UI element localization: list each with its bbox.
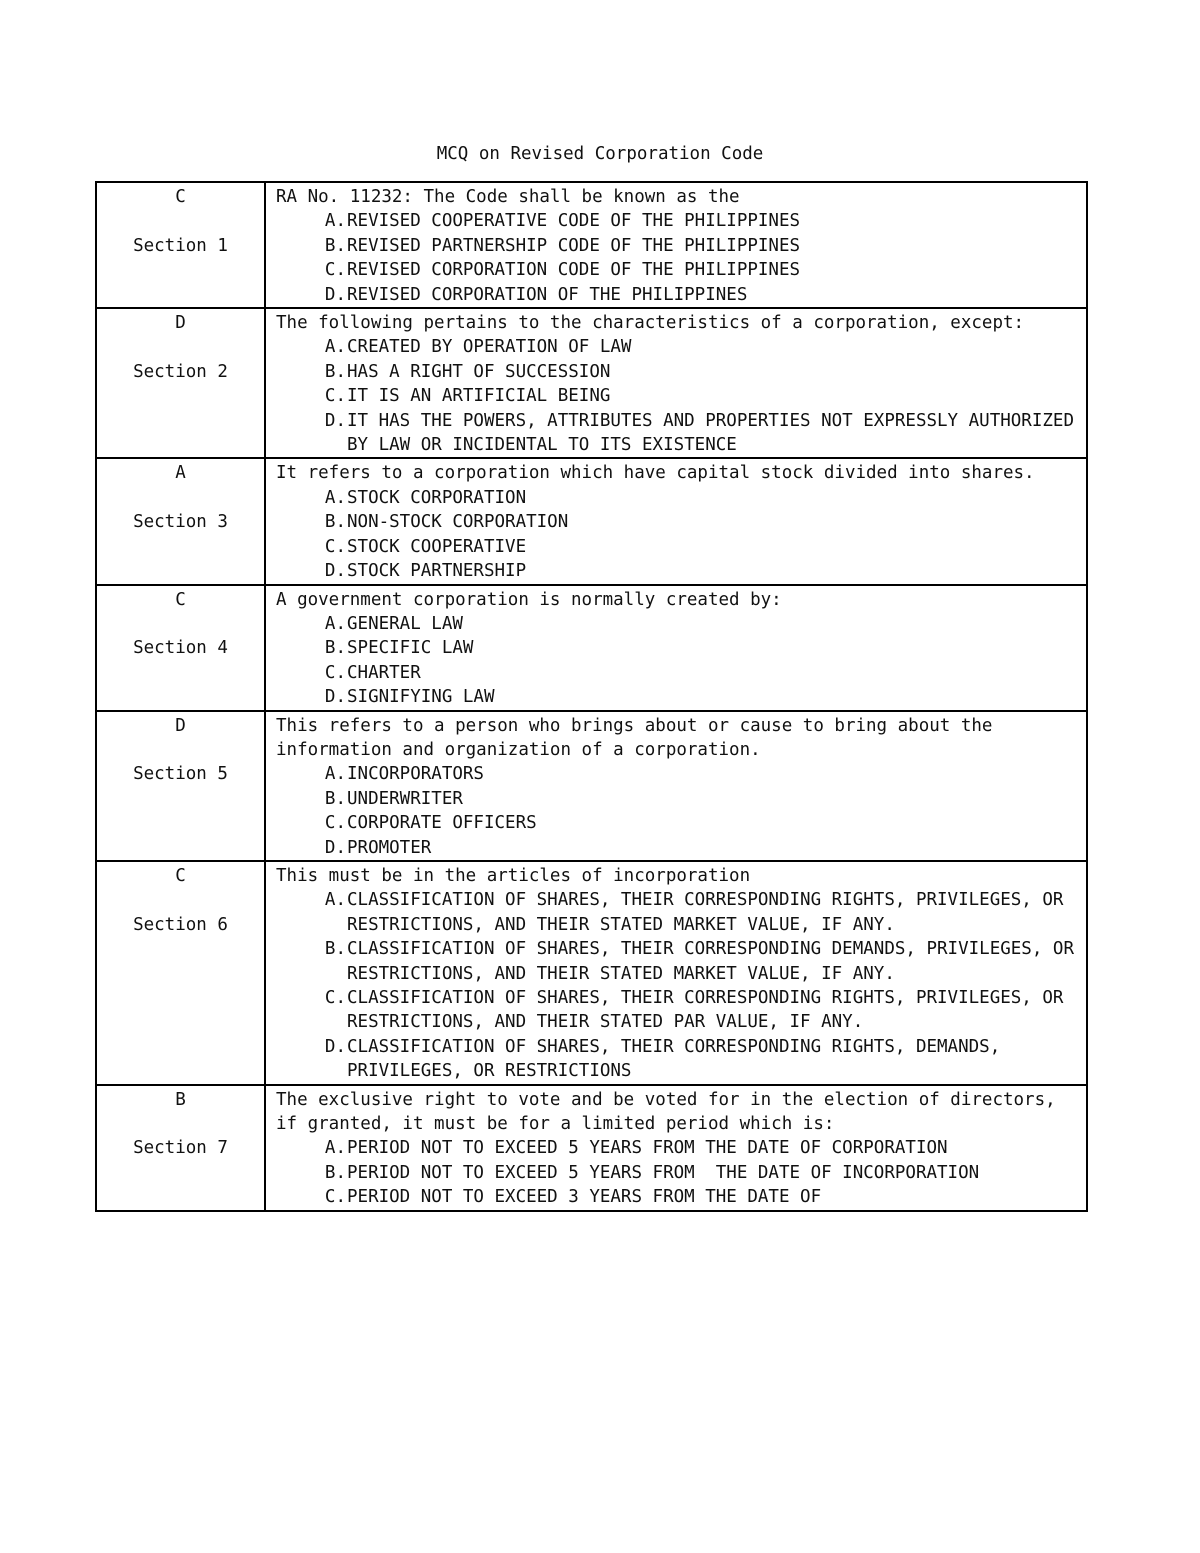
option-item (276, 335, 1082, 359)
option-text: CREATED BY OPERATION OF LAW (347, 337, 632, 358)
option-letter: A. (324, 337, 346, 358)
option-item (276, 258, 1082, 282)
question-row-2 (96, 308, 1087, 458)
option-item (276, 234, 1082, 258)
option-item (276, 685, 1082, 709)
section-label: Section 7 (133, 1138, 228, 1159)
section-label: Section 2 (133, 361, 228, 382)
option-item (276, 888, 1082, 937)
option-letter: B. (324, 361, 346, 382)
options-list (276, 762, 1082, 860)
option-text: STOCK PARTNERSHIP (347, 561, 527, 582)
option-letter: C. (324, 386, 346, 407)
option-text: CHARTER (347, 662, 421, 683)
answer-section-cell (96, 182, 265, 308)
option-item (276, 209, 1082, 233)
options-list (276, 486, 1082, 584)
option-text: REVISED PARTNERSHIP CODE OF THE PHILIPPINES (347, 235, 801, 256)
option-item (276, 636, 1082, 660)
option-letter: A. (324, 890, 346, 911)
option-letter: D. (324, 837, 346, 858)
option-item (276, 409, 1085, 458)
option-text: IT HAS THE POWERS, ATTRIBUTES AND PROPERTIES NOT EXPRESSLY AUTHORIZED BY LAW OR INCIDENTAL TO ITS EXISTENCE (347, 410, 1085, 456)
option-letter: D. (324, 687, 346, 708)
option-text: PERIOD NOT TO EXCEED 3 YEARS FROM THE DATE OF (347, 1187, 822, 1208)
option-item (276, 1035, 1082, 1084)
answer-section-cell (96, 308, 265, 458)
question-row-4 (96, 585, 1087, 711)
option-text: PERIOD NOT TO EXCEED 5 YEARS FROM THE DATE OF INCORPORATION (347, 1162, 980, 1183)
question-text: This must be in the articles of incorporation (276, 865, 751, 886)
option-text: HAS A RIGHT OF SUCCESSION (347, 361, 611, 382)
option-item (276, 559, 1082, 583)
section-label: Section 3 (133, 512, 228, 533)
options-list (276, 209, 1082, 307)
option-item (276, 787, 1082, 811)
option-text: REVISED COOPERATIVE CODE OF THE PHILIPPINES (347, 211, 801, 232)
options-list (276, 888, 1085, 1083)
option-item (276, 283, 1082, 307)
option-item (276, 811, 1082, 835)
options-list (276, 612, 1082, 710)
answer-section-cell (96, 861, 265, 1085)
option-text: PERIOD NOT TO EXCEED 5 YEARS FROM THE DATE OF CORPORATION (347, 1138, 948, 1159)
option-letter: D. (324, 284, 346, 305)
answer-section-cell (96, 458, 265, 584)
question-cell (265, 861, 1087, 1085)
answer-letter: C (175, 589, 186, 610)
option-letter: C. (324, 813, 346, 834)
option-text: IT IS AN ARTIFICIAL BEING (347, 386, 611, 407)
question-text: The exclusive right to vote and be voted for in the election of directors, if granted, it must be for a limited period which is: (276, 1089, 1067, 1135)
option-text: SIGNIFYING LAW (347, 687, 495, 708)
option-letter: A. (324, 211, 346, 232)
section-label: Section 6 (133, 914, 228, 935)
question-row-7 (96, 1085, 1087, 1211)
question-cell (265, 182, 1087, 308)
answer-section-cell (96, 585, 265, 711)
option-item (276, 1161, 1082, 1185)
option-item (276, 384, 1082, 408)
option-text: SPECIFIC LAW (347, 638, 474, 659)
question-cell (265, 458, 1087, 584)
question-text: This refers to a person who brings about or cause to bring about the information and organization of a corporation. (276, 715, 1003, 760)
answer-section-cell (96, 1085, 265, 1211)
option-item (276, 661, 1082, 685)
option-letter: C. (324, 260, 346, 281)
option-letter: B. (324, 1162, 346, 1183)
section-label: Section 4 (133, 638, 228, 659)
mcq-table (95, 181, 1088, 1212)
question-row-3 (96, 458, 1087, 584)
option-letter: B. (324, 235, 346, 256)
answer-letter: D (175, 715, 186, 736)
option-text: UNDERWRITER (347, 788, 463, 809)
question-cell (265, 1085, 1087, 1211)
answer-letter: D (175, 313, 186, 334)
option-item (276, 535, 1082, 559)
option-letter: C. (324, 1187, 346, 1208)
option-text: GENERAL LAW (347, 613, 463, 634)
option-letter: A. (324, 764, 346, 785)
question-cell (265, 585, 1087, 711)
answer-letter: B (175, 1089, 186, 1110)
question-text: It refers to a corporation which have capital stock divided into shares. (276, 463, 1035, 484)
option-item (276, 360, 1082, 384)
options-list (276, 1136, 1082, 1209)
option-text: STOCK CORPORATION (347, 487, 527, 508)
option-text: INCORPORATORS (347, 764, 484, 785)
option-letter: B. (324, 788, 346, 809)
question-row-1 (96, 182, 1087, 308)
option-text: CORPORATE OFFICERS (347, 813, 537, 834)
section-label: Section 1 (133, 235, 228, 256)
question-cell (265, 711, 1087, 861)
option-item (276, 612, 1082, 636)
option-item (276, 762, 1082, 786)
answer-letter: C (175, 865, 186, 886)
option-letter: B. (324, 638, 346, 659)
option-letter: D. (324, 561, 346, 582)
option-item (276, 510, 1082, 534)
option-text: CLASSIFICATION OF SHARES, THEIR CORRESPONDING DEMANDS, PRIVILEGES, OR RESTRICTIONS, AND THEIR STATED MARKET VALUE, IF ANY. (347, 939, 1085, 984)
page-title: MCQ on Revised Corporation Code (436, 144, 764, 164)
option-item (276, 937, 1085, 986)
option-letter: B. (324, 939, 346, 960)
option-item (276, 1185, 1082, 1209)
option-item (276, 836, 1082, 860)
options-list (276, 335, 1085, 457)
section-label: Section 5 (133, 764, 228, 785)
option-text: REVISED CORPORATION CODE OF THE PHILIPPINES (347, 260, 801, 281)
option-letter: A. (324, 487, 346, 508)
question-row-6 (96, 861, 1087, 1085)
option-text: STOCK COOPERATIVE (347, 536, 527, 557)
option-item (276, 486, 1082, 510)
option-letter: C. (324, 536, 346, 557)
option-letter: A. (324, 613, 346, 634)
option-text: REVISED CORPORATION OF THE PHILIPPINES (347, 284, 748, 305)
option-item (276, 1136, 1082, 1160)
option-text: PROMOTER (347, 837, 432, 858)
question-text: The following pertains to the characteristics of a corporation, except: (276, 313, 1025, 334)
answer-letter: C (175, 187, 186, 207)
option-letter: C. (324, 662, 346, 683)
option-letter: A. (324, 1138, 346, 1159)
question-row-5 (96, 711, 1087, 861)
option-item (276, 986, 1082, 1035)
option-text: CLASSIFICATION OF SHARES, THEIR CORRESPONDING RIGHTS, DEMANDS, PRIVILEGES, OR RESTRICTIONS (347, 1036, 1011, 1082)
answer-letter: A (175, 463, 186, 484)
option-letter: D. (324, 410, 346, 431)
option-text: CLASSIFICATION OF SHARES, THEIR CORRESPONDING RIGHTS, PRIVILEGES, OR RESTRICTIONS, AND THEIR STATED PAR VALUE, IF ANY. (347, 988, 1074, 1033)
question-cell (265, 308, 1087, 458)
option-text: CLASSIFICATION OF SHARES, THEIR CORRESPONDING RIGHTS, PRIVILEGES, OR RESTRICTIONS, AND THEIR STATED MARKET VALUE, IF ANY. (347, 890, 1074, 935)
option-letter: C. (324, 988, 346, 1008)
question-text: A government corporation is normally created by: (276, 589, 782, 610)
answer-section-cell (96, 711, 265, 861)
question-text: RA No. 11232: The Code shall be known as the (276, 187, 740, 207)
option-letter: D. (324, 1036, 346, 1057)
option-text: NON-STOCK CORPORATION (347, 512, 569, 533)
option-letter: B. (324, 512, 346, 533)
